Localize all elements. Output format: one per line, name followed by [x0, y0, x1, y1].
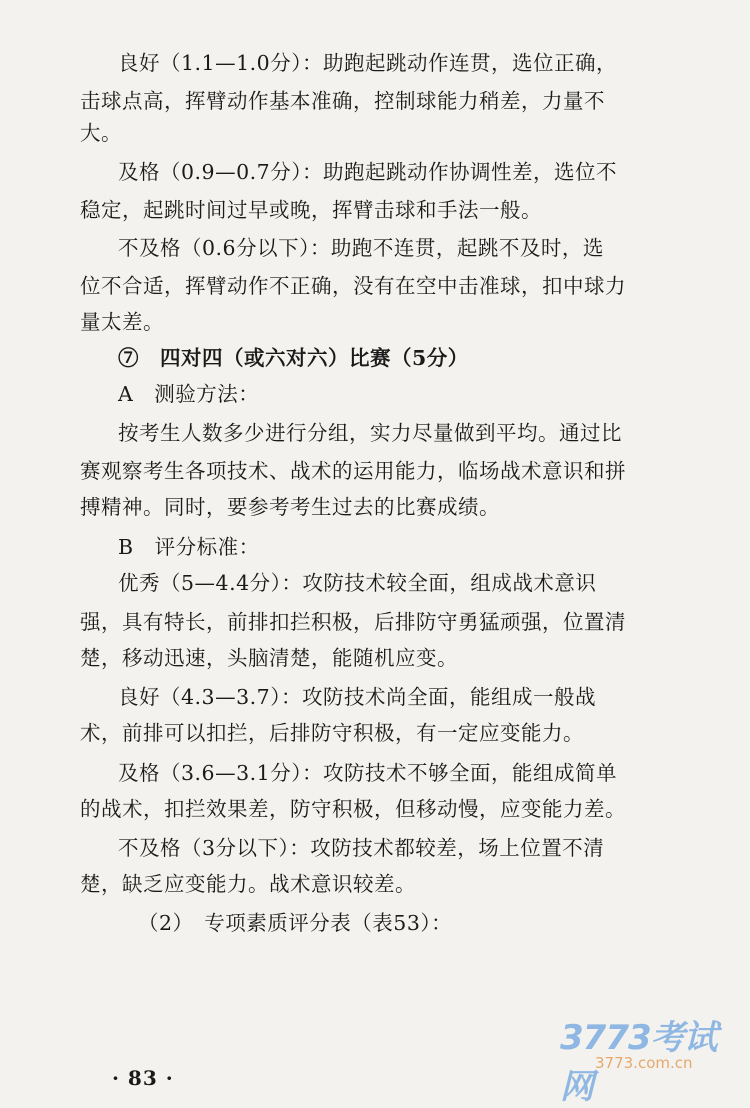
text-line-20: 及格（3.6—3.1分）：攻防技术不够全面，能组成简单 [118, 761, 617, 785]
text-line-3: 大。 [80, 121, 122, 145]
text-line-11: 按考生人数多少进行分组，实力尽量做到平均。通过比 [118, 421, 622, 445]
text-line-17: 楚，移动迅速，头脑清楚，能随机应变。 [80, 646, 458, 670]
text-line-24: （2） 专项素质评分表（表53）： [138, 911, 453, 935]
watermark-main-text: 3773考试网 [560, 1018, 717, 1107]
text-line-21: 的战术，扣拦效果差，防守积极，但移动慢，应变能力差。 [80, 797, 626, 821]
text-line-2: 击球点高，挥臂动作基本准确，控制球能力稍差，力量不 [80, 89, 605, 113]
text-line-5: 稳定，起跳时间过早或晚，挥臂击球和手法一般。 [80, 198, 542, 222]
watermark-sub-text: 3773.com.cn [595, 1054, 693, 1072]
text-line-22: 不及格（3分以下）：攻防技术都较差，场上位置不清 [118, 836, 605, 860]
text-line-19: 术，前排可以扣拦，后排防守积极，有一定应变能力。 [80, 721, 584, 745]
text-line-16: 强，具有特长，前排扣拦积极，后排防守勇猛顽强，位置清 [80, 610, 626, 634]
subheading-b: B 评分标准： [118, 535, 260, 559]
text-line-6: 不及格（0.6分以下）：助跑不连贯，起跳不及时，选 [118, 236, 604, 260]
text-line-23: 楚，缺乏应变能力。战术意识较差。 [80, 872, 416, 896]
watermark-logo [560, 1010, 745, 1107]
text-line-15: 优秀（5—4.4分）：攻防技术较全面，组成战术意识 [118, 571, 597, 595]
page-number: · 83 · [112, 1066, 174, 1090]
subheading-a: A 测验方法： [118, 382, 260, 406]
text-line-13: 搏精神。同时，要参考考生过去的比赛成绩。 [80, 495, 500, 519]
section-heading-7: ⑦ 四对四（或六对六）比赛（5分） [118, 346, 469, 370]
text-line-7: 位不合适，挥臂动作不正确，没有在空中击准球，扣中球力 [80, 274, 626, 298]
text-line-18: 良好（4.3—3.7）：攻防技术尚全面，能组成一般战 [118, 685, 596, 709]
text-line-4: 及格（0.9—0.7分）：助跑起跳动作协调性差，选位不 [118, 160, 617, 184]
text-line-1: 良好（1.1—1.0分）：助跑起跳动作连贯，选位正确， [118, 51, 617, 75]
text-line-12: 赛观察考生各项技术、战术的运用能力，临场战术意识和拼 [80, 459, 626, 483]
text-line-8: 量太差。 [80, 310, 164, 334]
